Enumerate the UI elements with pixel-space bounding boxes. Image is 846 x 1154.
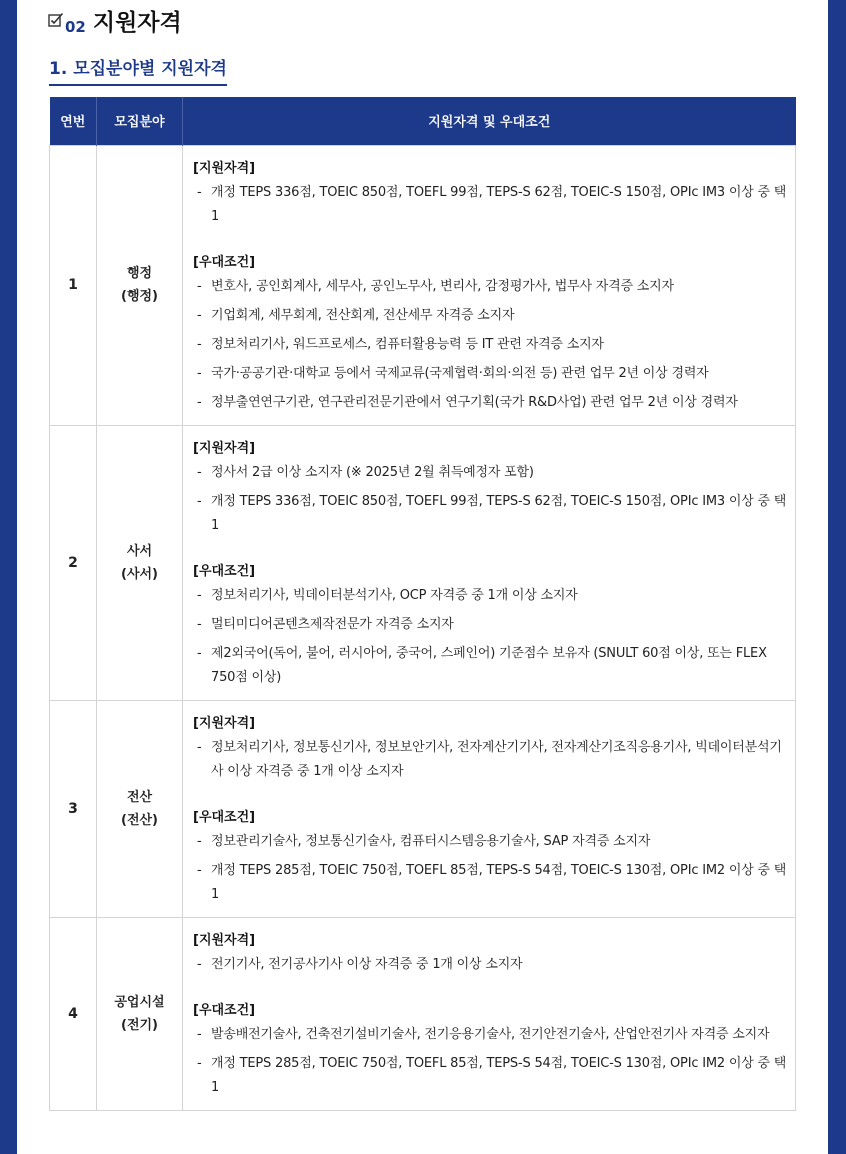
dash-bullet: - — [197, 278, 202, 294]
list-item — [193, 490, 789, 538]
item-text: 정보처리기사, 워드프로세스, 컴퓨터활용능력 등 IT 관련 자격증 소지자 — [211, 336, 604, 352]
list-item — [193, 859, 789, 907]
qualification-block — [193, 806, 789, 907]
dash-bullet: - — [197, 336, 202, 352]
list-item — [193, 362, 789, 386]
list-item — [193, 584, 789, 608]
list-item — [193, 304, 789, 328]
qualification-block — [193, 929, 789, 977]
list-item — [193, 391, 789, 415]
dash-bullet: - — [197, 739, 202, 755]
header-no: 연번 — [50, 97, 97, 145]
item-text: 국가·공공기관·대학교 등에서 국제교류(국제협력·회의·의전 등) 관련 업무 2년 이상 경력자 — [211, 365, 709, 381]
row-number: 2 — [50, 425, 97, 700]
dash-bullet: - — [197, 616, 202, 632]
list-item — [193, 642, 789, 690]
dash-bullet: - — [197, 464, 202, 480]
field-name: 사서 — [126, 543, 153, 559]
list-item — [193, 461, 789, 485]
item-text: 정보관리기술사, 정보통신기술사, 컴퓨터시스템응용기술사, SAP 자격증 소지자 — [211, 833, 651, 849]
dash-bullet: - — [197, 862, 202, 878]
recruit-field — [97, 145, 183, 425]
dash-bullet: - — [197, 493, 202, 509]
table-body — [50, 145, 796, 1110]
dash-bullet: - — [197, 1055, 202, 1071]
dash-bullet: - — [197, 365, 202, 381]
block-title: [지원자격] — [193, 715, 256, 731]
field-subname: (사서) — [121, 566, 158, 582]
item-text: 개정 TEPS 285점, TOEIC 750점, TOEFL 85점, TEPS-S 54점, TOEIC-S 130점, OPIc IM2 이상 중 택1 — [211, 1055, 787, 1095]
list-item — [193, 1052, 789, 1100]
table-row — [50, 425, 796, 700]
table-row — [50, 700, 796, 917]
qualification-detail — [183, 917, 796, 1110]
row-number: 4 — [50, 917, 97, 1110]
table-header-row — [50, 97, 796, 145]
recruit-field — [97, 917, 183, 1110]
row-number: 1 — [50, 145, 97, 425]
block-title: [지원자격] — [193, 932, 256, 948]
qualification-block — [193, 712, 789, 784]
section-title: 지원자격 — [92, 10, 182, 36]
block-title: [지원자격] — [193, 440, 256, 456]
block-title: [우대조건] — [193, 809, 256, 825]
item-text: 발송배전기술사, 건축전기설비기술사, 전기응용기술사, 전기안전기술사, 산업안전기사 자격증 소지자 — [211, 1026, 770, 1042]
row-number: 3 — [50, 700, 97, 917]
header-detail: 지원자격 및 우대조건 — [183, 97, 796, 145]
item-text: 전기기사, 전기공사기사 이상 자격증 중 1개 이상 소지자 — [211, 956, 523, 972]
block-title: [지원자격] — [193, 160, 256, 176]
recruit-field — [97, 700, 183, 917]
item-text: 멀티미디어콘텐츠제작전문가 자격증 소지자 — [211, 616, 454, 632]
qualification-table — [49, 97, 796, 1111]
dash-bullet: - — [197, 587, 202, 603]
dash-bullet: - — [197, 394, 202, 410]
qualification-detail — [183, 700, 796, 917]
dash-bullet: - — [197, 307, 202, 323]
item-text: 기업회계, 세무회계, 전산회계, 전산세무 자격증 소지자 — [211, 307, 515, 323]
item-text: 정보처리기사, 정보통신기사, 정보보안기사, 전자계산기기사, 전자계산기조직응용기사, 빅데이터분석기사 이상 자격증 중 1개 이상 소지자 — [211, 739, 782, 779]
section-number: 02 — [65, 18, 86, 36]
item-text: 개정 TEPS 336점, TOEIC 850점, TOEFL 99점, TEPS-S 62점, TOEIC-S 150점, OPIc IM3 이상 중 택1 — [211, 184, 787, 224]
list-item — [193, 1023, 789, 1047]
field-name: 공업시설 — [114, 994, 165, 1010]
list-item — [193, 275, 789, 299]
list-item — [193, 613, 789, 637]
block-title: [우대조건] — [193, 563, 256, 579]
block-title: [우대조건] — [193, 1002, 256, 1018]
checkbox-edit-icon — [48, 12, 64, 28]
table-row — [50, 145, 796, 425]
item-text: 제2외국어(독어, 불어, 러시아어, 중국어, 스페인어) 기준점수 보유자 (SNULT 60점 이상, 또는 FLEX 750점 이상) — [211, 645, 767, 685]
sub-title: 1. 모집분야별 지원자격 — [49, 58, 227, 86]
dash-bullet: - — [197, 184, 202, 200]
list-item — [193, 953, 789, 977]
table-row — [50, 917, 796, 1110]
qualification-detail — [183, 425, 796, 700]
field-name: 행정 — [126, 266, 153, 281]
list-item — [193, 181, 789, 229]
item-text: 개정 TEPS 285점, TOEIC 750점, TOEFL 85점, TEPS-S 54점, TOEIC-S 130점, OPIc IM2 이상 중 택1 — [211, 862, 787, 902]
item-text: 변호사, 공인회계사, 세무사, 공인노무사, 변리사, 감정평가사, 법무사 자격증 소지자 — [211, 278, 674, 294]
field-subname: (행정) — [121, 289, 158, 304]
field-subname: (전산) — [121, 812, 158, 828]
dash-bullet: - — [197, 956, 202, 972]
item-text: 정사서 2급 이상 소지자 (※ 2025년 2월 취득예정자 포함) — [211, 464, 534, 480]
dash-bullet: - — [197, 833, 202, 849]
field-name: 전산 — [126, 789, 153, 805]
section-heading — [48, 8, 182, 38]
item-text: 개정 TEPS 336점, TOEIC 850점, TOEFL 99점, TEPS-S 62점, TOEIC-S 150점, OPIc IM3 이상 중 택1 — [211, 493, 787, 533]
qualification-block — [193, 560, 789, 690]
header-field: 모집분야 — [97, 97, 183, 145]
field-subname: (전기) — [121, 1017, 158, 1033]
list-item — [193, 333, 789, 357]
qualification-block — [193, 251, 789, 415]
recruit-field — [97, 425, 183, 700]
qualification-block — [193, 999, 789, 1100]
qualification-detail — [183, 145, 796, 425]
qualification-block — [193, 157, 789, 229]
list-item — [193, 736, 789, 784]
qualification-block — [193, 437, 789, 538]
dash-bullet: - — [197, 1026, 202, 1042]
block-title: [우대조건] — [193, 254, 256, 270]
list-item — [193, 830, 789, 854]
item-text: 정부출연연구기관, 연구관리전문기관에서 연구기획(국가 R&D사업) 관련 업무 2년 이상 경력자 — [211, 394, 738, 410]
dash-bullet: - — [197, 645, 202, 661]
item-text: 정보처리기사, 빅데이터분석기사, OCP 자격증 중 1개 이상 소지자 — [211, 587, 578, 603]
document-page — [17, 0, 828, 1154]
